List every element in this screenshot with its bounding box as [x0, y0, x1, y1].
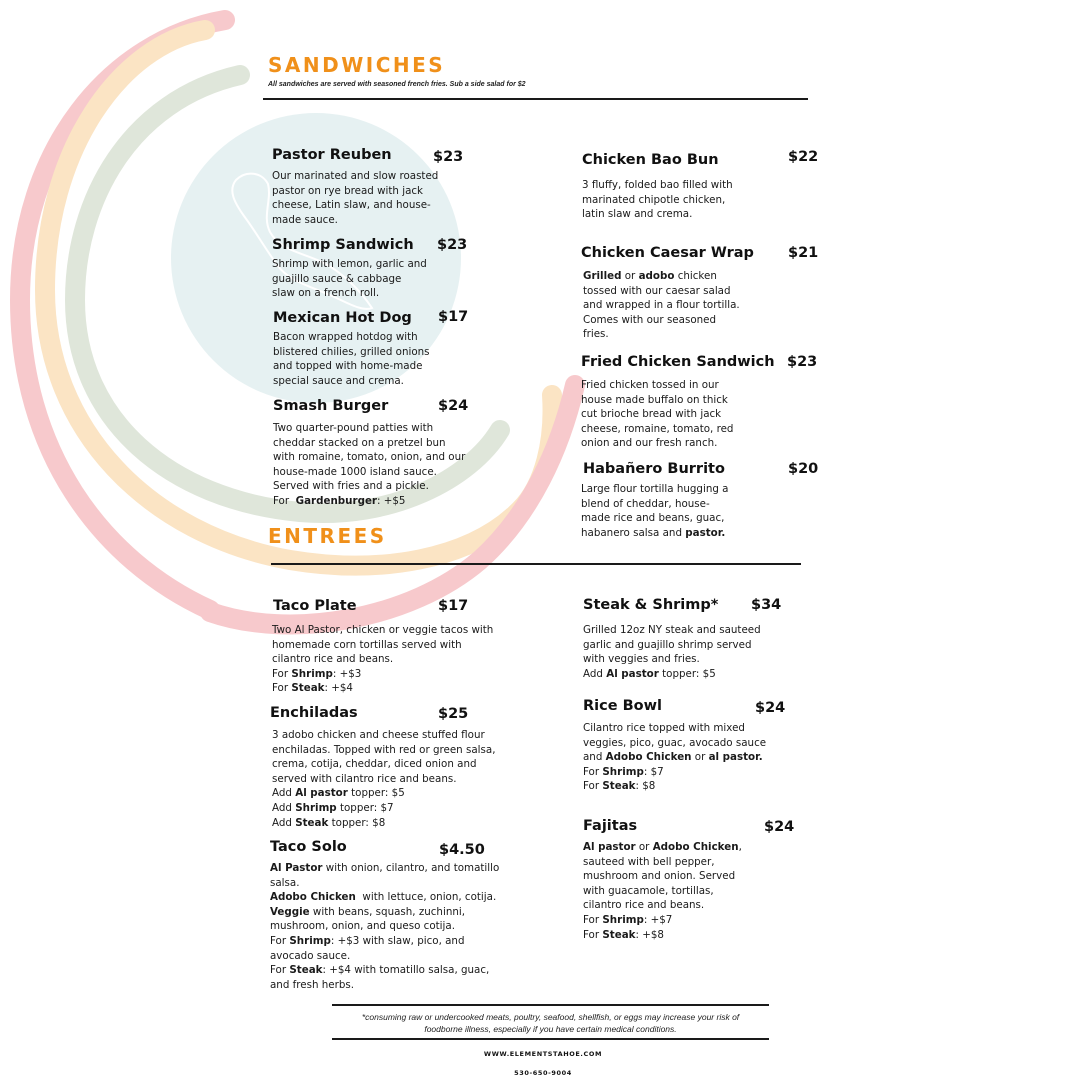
entrees-divider: [271, 563, 801, 565]
item-description: Al Pastor with onion, cilantro, and tomatillo salsa. Adobo Chicken with lettuce, onion, cotija. Veggie with beans, squash, zuchinni, mushroom, onion, and queso cotija. For Shrimp: +$3 with slaw, pico, and avocado sauce. For Steak: +$4 with tomatillo salsa, guac, and fresh herbs.: [270, 862, 500, 991]
item-description: 3 adobo chicken and cheese stuffed flour enchiladas. Topped with red or green salsa, crema, cotija, cheddar, diced onion and served with cilantro rice and beans. Add Al pastor topper: $5 Add Shrimp topper: $7 Add Steak topper: $8: [272, 729, 496, 829]
item-price: $34: [751, 597, 782, 613]
item-price: $20: [788, 461, 819, 477]
item-description: Al pastor or Adobo Chicken, sauteed with bell pepper, mushroom and onion. Served with guacamole, tortillas, cilantro rice and beans. For Shrimp: +$7 For Steak: +$8: [583, 841, 742, 941]
item-description: Two quarter-pound patties with cheddar stacked on a pretzel bun with romaine, tomato, onion, and our house-made 1000 island sauce. Served with fries and a pickle. For Gardenburger: +$5: [273, 422, 466, 507]
item-description: Shrimp with lemon, garlic and guajillo sauce & cabbage slaw on a french roll.: [272, 258, 427, 300]
item-price: $23: [787, 354, 818, 370]
item-description: Our marinated and slow roasted pastor on rye bread with jack cheese, Latin slaw, and house- made sauce.: [272, 170, 439, 226]
sandwiches-subtitle: All sandwiches are served with seasoned french fries. Sub a side salad for $2: [268, 81, 526, 88]
item-name: Shrimp Sandwich: [272, 237, 414, 253]
item-description: Bacon wrapped hotdog with blistered chilies, grilled onions and topped with home-made special sauce and crema.: [273, 331, 430, 387]
item-price: $25: [438, 706, 469, 722]
food-safety-disclaimer: *consuming raw or undercooked meats, poultry, seafood, shellfish, or eggs may increase your risk of foodborne illness, especially if you have certain medical conditions.: [361, 1012, 740, 1034]
item-name: Taco Solo: [270, 839, 347, 855]
item-description: Large flour tortilla hugging a blend of cheddar, house- made rice and beans, guac, habanero salsa and pastor.: [581, 483, 729, 539]
item-name: Enchiladas: [270, 705, 358, 721]
item-name: Rice Bowl: [583, 698, 662, 714]
footer-divider-top: [332, 1004, 769, 1006]
item-price: $23: [433, 149, 464, 165]
item-price: $17: [438, 598, 469, 614]
phone-number: 530-650-9004: [514, 1069, 572, 1077]
item-name: Steak & Shrimp*: [583, 597, 719, 613]
entrees-title: ENTREES: [268, 524, 387, 548]
item-price: $24: [764, 819, 795, 835]
sandwiches-divider: [263, 98, 808, 100]
item-description: Two Al Pastor, chicken or veggie tacos with homemade corn tortillas served with cilantro rice and beans. For Shrimp: +$3 For Steak: +$4: [272, 624, 494, 695]
item-name: Taco Plate: [273, 598, 357, 614]
item-description: Cilantro rice topped with mixed veggies, pico, guac, avocado sauce and Adobo Chicken or al pastor. For Shrimp: $7 For Steak: $8: [583, 722, 767, 793]
item-price: $4.50: [439, 842, 485, 858]
item-name: Smash Burger: [273, 398, 389, 414]
item-name: Chicken Caesar Wrap: [581, 245, 754, 261]
item-name: Chicken Bao Bun: [582, 152, 719, 168]
website-text: WWW.ELEMENTSTAHOE.COM: [483, 1050, 603, 1058]
item-description: 3 fluffy, folded bao filled with marinated chipotle chicken, latin slaw and crema.: [582, 179, 733, 221]
sandwiches-title: SANDWICHES: [268, 53, 446, 77]
footer-divider-bottom: [332, 1038, 769, 1040]
item-name: Mexican Hot Dog: [273, 310, 412, 326]
item-name: Pastor Reuben: [272, 147, 392, 163]
item-price: $23: [437, 237, 468, 253]
item-price: $21: [788, 245, 819, 261]
item-price: $17: [438, 309, 469, 325]
item-name: Fried Chicken Sandwich: [581, 354, 775, 370]
item-price: $24: [755, 700, 786, 716]
item-price: $22: [788, 149, 819, 165]
item-description: Grilled or adobo chicken tossed with our caesar salad and wrapped in a flour tortilla. Comes with our seasoned fries.: [583, 270, 740, 341]
item-name: Habañero Burrito: [583, 461, 725, 477]
item-description: Grilled 12oz NY steak and sauteed garlic and guajillo shrimp served with veggies and fries. Add Al pastor topper: $5: [583, 624, 761, 680]
item-price: $24: [438, 398, 469, 414]
item-name: Fajitas: [583, 818, 638, 834]
item-description: Fried chicken tossed in our house made buffalo on thick cut brioche bread with jack cheese, romaine, tomato, red onion and our fresh ranch.: [581, 379, 734, 450]
